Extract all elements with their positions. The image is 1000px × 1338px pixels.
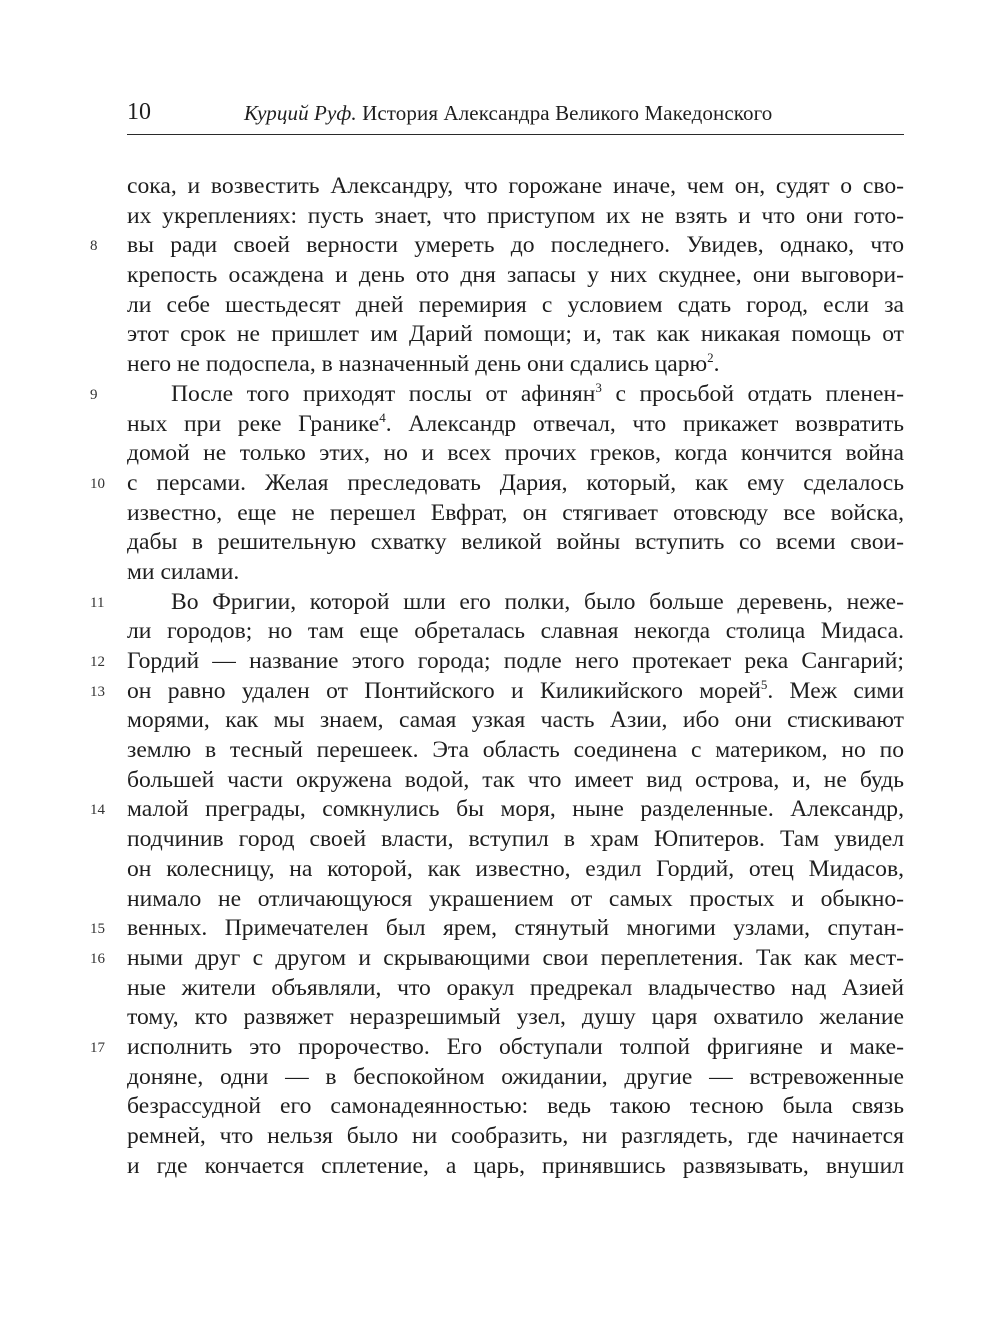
text-line (127, 439, 904, 469)
body-text (90, 172, 904, 1181)
text-line (127, 202, 904, 232)
text-line (127, 706, 904, 736)
line-text: ными друг с другом и скрывающими свои переплетения. Так как мест- (127, 944, 904, 971)
margin-section-number: 17 (90, 1039, 105, 1056)
text-line (90, 795, 904, 825)
line-text: венных. Примечателен был ярем, стянутый многими узлами, спутан- (127, 915, 904, 942)
line-text-continued: . Александр отвечал, что прикажет возвратить (385, 410, 904, 437)
text-line (127, 1092, 904, 1122)
margin-section-number: 10 (90, 475, 105, 492)
book-title: История Александра Великого Македонского (362, 101, 773, 125)
author-name: Курций Руф. (244, 101, 357, 125)
line-text: безрассудной его самонадеянностью: ведь такою тесною была связь (127, 1093, 904, 1120)
text-line (127, 974, 904, 1004)
line-text: и где кончается сплетение, а царь, принявшись развязывать, внушил (127, 1152, 904, 1179)
text-line (127, 1122, 904, 1152)
text-line (90, 944, 904, 974)
line-text: Гордий — название этого города; подле него протекает река Сангарий; (127, 648, 904, 674)
text-line (90, 1033, 904, 1063)
running-title (244, 98, 772, 128)
text-line (127, 172, 904, 202)
line-text-continued: с просьбой отдать пленен- (601, 380, 904, 407)
text-line (127, 558, 904, 588)
line-text: землю в тесный перешеек. Эта область соединена с материком, но по (127, 737, 904, 764)
line-text: доняне, одни — в беспокойном ожидании, другие — встревоженные (127, 1063, 904, 1090)
text-line (127, 261, 904, 291)
line-text: ремней, что нельзя было ни сообразить, ни разглядеть, где начинается (127, 1123, 904, 1149)
text-line (127, 1003, 904, 1033)
text-line (127, 736, 904, 766)
footnote-marker: 5 (760, 676, 768, 692)
line-text: ми силами. (127, 558, 240, 585)
text-line (90, 231, 904, 261)
margin-section-number: 12 (90, 654, 105, 670)
line-text: тому, кто развяжет неразрешимый узел, душу царя охватило желание (127, 1004, 904, 1031)
margin-section-number: 15 (90, 921, 105, 938)
margin-section-number: 8 (90, 238, 98, 255)
text-line (127, 766, 904, 796)
line-text: домой не только этих, но и всех прочих греков, когда кончится война (127, 440, 904, 467)
line-text: Во Фригии, которой шли его полки, было больше деревень, неже- (171, 588, 904, 615)
text-line (127, 617, 904, 647)
text-line (127, 350, 904, 380)
line-text: дабы в решительную схватку великой войны вступить со всеми свои- (127, 529, 904, 556)
text-line (127, 1152, 904, 1182)
text-line (90, 379, 904, 410)
line-text: их укреплениях: пусть знает, что приступом их не взять и что они гото- (127, 202, 904, 229)
line-text: он колесницу, на которой, как известно, ездил Гордий, отец Мидасов, (127, 855, 904, 882)
text-line (127, 410, 904, 440)
line-text: известно, еще не перешел Евфрат, он стягивает отовсюду все войска, (127, 499, 904, 526)
line-text: он равно удален от Понтийского и Киликийского морей (127, 677, 761, 704)
running-header (127, 94, 904, 135)
footnote-marker: 3 (595, 379, 602, 395)
text-line (127, 855, 904, 885)
line-text: него не подоспела, в назначенный день они сдались царю (127, 351, 708, 378)
text-line (90, 469, 904, 499)
page-number: 10 (127, 99, 151, 125)
margin-section-number: 16 (90, 950, 105, 967)
line-text: ли городов; но там еще обреталась славная некогда столица Мидаса. (127, 618, 904, 645)
text-line (90, 914, 904, 944)
margin-section-number: 9 (90, 386, 98, 403)
text-line (127, 885, 904, 915)
text-line (127, 320, 904, 350)
line-text: вы ради своей верности умереть до последнего. Увидев, однако, что (127, 232, 904, 259)
text-line (127, 528, 904, 558)
line-text: подчинив город своей власти, вступил в храм Юпитеров. Там увидел (127, 826, 904, 853)
text-line (127, 825, 904, 855)
text-line (127, 291, 904, 321)
line-text: этот срок не пришлет им Дарий помощи; и, так как никакая помощь от (127, 321, 904, 348)
line-text: малой преграды, сомкнулись бы моря, ныне разделенные. Александр, (127, 796, 904, 823)
line-text: нимало не отличающуюся украшением от самых простых и обыкно- (127, 885, 904, 912)
line-text: После того приходят послы от афинян (171, 380, 596, 407)
line-text: исполнить это пророчество. Его обступали толпой фригияне и маке- (127, 1033, 904, 1060)
footnote-marker: 4 (379, 409, 386, 425)
text-line (90, 647, 904, 677)
line-text-continued: . (713, 351, 720, 378)
text-line (90, 588, 904, 618)
line-text: ных при реке Гранике (127, 410, 380, 437)
margin-section-number: 13 (90, 683, 105, 700)
footnote-marker: 2 (707, 350, 714, 366)
line-text: крепость осаждена и день ото дня запасы у них скуднее, они выговори- (127, 262, 904, 289)
margin-section-number: 14 (90, 802, 105, 819)
margin-section-number: 11 (90, 594, 105, 611)
line-text: ные жители объявляли, что оракул предрекал владычество над Азией (127, 974, 904, 1001)
line-text: с персами. Желая преследовать Дария, который, как ему сделалось (127, 469, 904, 496)
line-text-continued: . Меж сими (767, 677, 904, 704)
text-line (127, 499, 904, 529)
line-text: большей части окружена водой, так что имеет вид острова, и, не будь (127, 766, 904, 793)
text-line (90, 676, 904, 707)
line-text: ли себе шестьдесят дней перемирия с условием сдать город, если за (127, 291, 904, 318)
text-line (127, 1063, 904, 1093)
line-text: сока, и возвестить Александру, что горожане иначе, чем он, судят о сво- (127, 173, 904, 199)
line-text: морями, как мы знаем, самая узкая часть Азии, ибо они стискивают (127, 707, 904, 734)
